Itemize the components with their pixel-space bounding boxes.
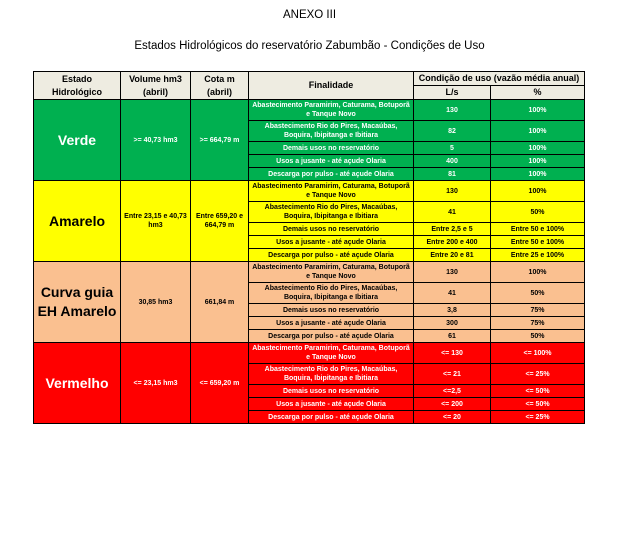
flow-ls: 82 xyxy=(414,121,491,142)
flow-pct: 100% xyxy=(491,168,585,181)
use-purpose: Descarga por pulso - até açude Olaria xyxy=(249,330,414,343)
flow-ls: Entre 20 e 81 xyxy=(414,249,491,262)
flow-pct: <= 25% xyxy=(491,364,585,385)
use-purpose: Usos a jusante - até açude Olaria xyxy=(249,317,414,330)
use-purpose: Descarga por pulso - até açude Olaria xyxy=(249,249,414,262)
flow-ls: <= 21 xyxy=(414,364,491,385)
flow-pct: Entre 25 e 100% xyxy=(491,249,585,262)
header-cota: Cota m (abril) xyxy=(191,72,249,100)
flow-pct: 75% xyxy=(491,304,585,317)
state-name: Curva guia EH Amarelo xyxy=(34,262,121,343)
flow-pct: <= 25% xyxy=(491,411,585,424)
document-title: Estados Hidrológicos do reservatório Zabumbão - Condições de Uso xyxy=(134,40,485,52)
flow-ls: 61 xyxy=(414,330,491,343)
flow-pct: 100% xyxy=(491,262,585,283)
annex-label: ANEXO III xyxy=(282,9,337,21)
flow-ls: 130 xyxy=(414,181,491,202)
header-estado: Estado Hidrológico xyxy=(34,72,121,100)
flow-pct: 50% xyxy=(491,283,585,304)
flow-ls: 130 xyxy=(414,100,491,121)
use-purpose: Usos a jusante - até açude Olaria xyxy=(249,398,414,411)
flow-ls: 81 xyxy=(414,168,491,181)
hydrological-states-table xyxy=(33,71,585,424)
state-cota: <= 659,20 m xyxy=(191,343,249,424)
flow-ls: 5 xyxy=(414,142,491,155)
header-volume: Volume hm3 (abril) xyxy=(121,72,191,100)
flow-ls: 41 xyxy=(414,283,491,304)
header-pct: % xyxy=(491,86,585,100)
use-purpose: Abastecimento Rio do Pires, Macaúbas, Boquira, Ibipitanga e Ibitiara xyxy=(249,283,414,304)
table-row xyxy=(34,343,585,364)
flow-ls: 41 xyxy=(414,202,491,223)
use-purpose: Demais usos no reservatório xyxy=(249,304,414,317)
use-purpose: Abastecimento Rio do Pires, Macaúbas, Boquira, Ibipitanga e Ibitiara xyxy=(249,364,414,385)
use-purpose: Abastecimento Paramirim, Caturama, Botuporã e Tanque Novo xyxy=(249,181,414,202)
table-row xyxy=(34,262,585,283)
flow-ls: 130 xyxy=(414,262,491,283)
state-cota: >= 664,79 m xyxy=(191,100,249,181)
state-cota: Entre 659,20 e 664,79 m xyxy=(191,181,249,262)
table-body xyxy=(34,100,585,424)
state-name: Vermelho xyxy=(34,343,121,424)
flow-pct: 100% xyxy=(491,142,585,155)
use-purpose: Usos a jusante - até açude Olaria xyxy=(249,236,414,249)
flow-pct: <= 50% xyxy=(491,398,585,411)
flow-ls: <=2,5 xyxy=(414,385,491,398)
state-volume: 30,85 hm3 xyxy=(121,262,191,343)
use-purpose: Usos a jusante - até açude Olaria xyxy=(249,155,414,168)
state-volume: >= 40,73 hm3 xyxy=(121,100,191,181)
flow-pct: 100% xyxy=(491,155,585,168)
state-name: Amarelo xyxy=(34,181,121,262)
flow-ls: <= 20 xyxy=(414,411,491,424)
flow-pct: 50% xyxy=(491,202,585,223)
use-purpose: Descarga por pulso - até açude Olaria xyxy=(249,411,414,424)
flow-pct: Entre 50 e 100% xyxy=(491,236,585,249)
flow-pct: <= 50% xyxy=(491,385,585,398)
state-name: Verde xyxy=(34,100,121,181)
use-purpose: Demais usos no reservatório xyxy=(249,385,414,398)
flow-pct: <= 100% xyxy=(491,343,585,364)
use-purpose: Descarga por pulso - até açude Olaria xyxy=(249,168,414,181)
use-purpose: Demais usos no reservatório xyxy=(249,223,414,236)
state-cota: 661,84 m xyxy=(191,262,249,343)
table-row xyxy=(34,100,585,121)
table-row xyxy=(34,181,585,202)
use-purpose: Abastecimento Rio do Pires, Macaúbas, Boquira, Ibipitanga e Ibitiara xyxy=(249,202,414,223)
use-purpose: Abastecimento Paramirim, Caturama, Botuporã e Tanque Novo xyxy=(249,262,414,283)
header-finalidade: Finalidade xyxy=(249,72,414,100)
state-volume: Entre 23,15 e 40,73 hm3 xyxy=(121,181,191,262)
use-purpose: Abastecimento Rio do Pires, Macaúbas, Boquira, Ibipitanga e Ibitiara xyxy=(249,121,414,142)
use-purpose: Abastecimento Paramirim, Caturama, Botuporã e Tanque Novo xyxy=(249,343,414,364)
flow-pct: 50% xyxy=(491,330,585,343)
header-ls: L/s xyxy=(414,86,491,100)
flow-ls: 3,8 xyxy=(414,304,491,317)
use-purpose: Abastecimento Paramirim, Caturama, Botuporã e Tanque Novo xyxy=(249,100,414,121)
flow-pct: 100% xyxy=(491,100,585,121)
flow-pct: 100% xyxy=(491,121,585,142)
state-volume: <= 23,15 hm3 xyxy=(121,343,191,424)
use-purpose: Demais usos no reservatório xyxy=(249,142,414,155)
flow-ls: 400 xyxy=(414,155,491,168)
flow-ls: <= 130 xyxy=(414,343,491,364)
flow-pct: 75% xyxy=(491,317,585,330)
header-condicao: Condição de uso (vazão média anual) xyxy=(414,72,585,86)
flow-ls: Entre 2,5 e 5 xyxy=(414,223,491,236)
flow-ls: 300 xyxy=(414,317,491,330)
flow-ls: <= 200 xyxy=(414,398,491,411)
flow-pct: 100% xyxy=(491,181,585,202)
flow-pct: Entre 50 e 100% xyxy=(491,223,585,236)
flow-ls: Entre 200 e 400 xyxy=(414,236,491,249)
